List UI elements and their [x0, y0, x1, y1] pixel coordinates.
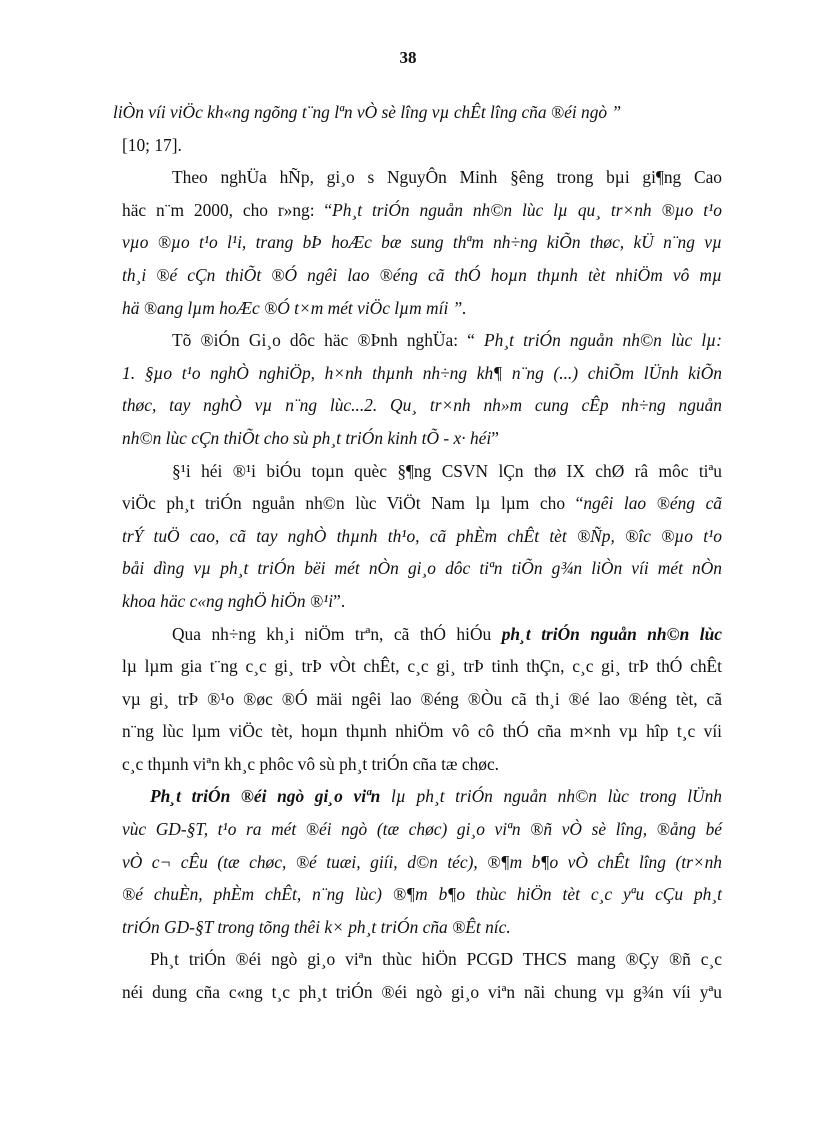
text-segment: §¹i héi ®¹i biÓu toµn quèc §¶ng CSVN lÇn thø IX chØ râ môc tiªu	[172, 460, 722, 481]
text-segment: Ph¸t triÓn ®éi ngò gi¸o viªn thùc hiÖn PCGD THCS mang ®Çy ®ñ c¸c	[150, 949, 722, 970]
text-line	[122, 846, 722, 879]
text-line	[122, 422, 722, 455]
text-segment: ”.	[333, 590, 346, 611]
text-segment: Tõ ®iÓn Gi¸o dôc häc ®Þnh nghÜa: “	[172, 330, 485, 351]
text-line	[122, 129, 722, 162]
text-segment: triÓn GD-§T trong tõng thêi k× ph¸t triÓn cña ®Êt níc.	[122, 916, 511, 937]
text-segment: viÖc ph¸t triÓn nguån nh©n lùc ViÖt Nam lµ lµm cho “	[122, 493, 584, 514]
text-line	[122, 161, 722, 194]
text-segment: vùc GD-§T, t¹o ra mét ®éi ngò (tæ chøc) gi¸o viªn ®ñ vÒ sè lîng, ®ång bé	[122, 819, 722, 840]
text-segment: båi dìng vµ ph¸t triÓn bëi mét nÒn gi¸o dôc tiªn tiÕn g¾n liÒn víi mét nÒn	[122, 558, 722, 579]
text-line	[122, 389, 722, 422]
text-line	[122, 976, 722, 1009]
text-line	[122, 911, 722, 944]
text-segment: ®é chuÈn, phÈm chÊt, n¨ng lùc) ®¶m b¶o thùc hiÖn tèt c¸c yªu cÇu ph¸t	[122, 884, 722, 905]
text-segment: trÝ tuÖ cao, cã tay nghÒ thµnh th¹o, cã phÈm chÊt tèt ®Ñp, ®îc ®µo t¹o	[122, 525, 722, 546]
text-line	[122, 650, 722, 683]
page-number: 38	[399, 48, 417, 67]
text-line	[122, 585, 722, 618]
text-segment: Qua nh÷ng kh¸i niÖm trªn, cã thÓ hiÓu	[172, 623, 502, 644]
text-line	[122, 455, 722, 488]
text-line	[122, 943, 722, 976]
text-line	[122, 715, 722, 748]
text-line	[122, 748, 722, 781]
text-segment: vµ gi¸ trÞ ®¹o ®øc ®Ó mäi ngêi lao ®éng ®Òu cã th¸i ®é lao ®éng tèt, cã	[122, 688, 722, 709]
text-segment: lµ ph¸t triÓn nguån nh©n lùc trong lÜnh	[380, 786, 722, 807]
text-segment: hä ®ang lµm hoÆc ®Ó t×m mét viÖc lµm míi ”.	[122, 297, 467, 318]
text-line	[122, 292, 722, 325]
text-line	[122, 780, 722, 813]
text-line	[122, 357, 722, 390]
text-segment: nh©n lùc cÇn thiÕt cho sù ph¸t triÓn kinh tÕ - x· héi	[122, 427, 492, 448]
text-line	[122, 683, 722, 716]
text-segment: ngêi lao ®éng cã	[583, 493, 722, 514]
text-segment: thøc, tay nghÒ vµ n¨ng lùc...2. Qu¸ tr×nh nh»m cung cÊp nh÷ng nguån	[122, 395, 722, 416]
text-segment: häc n¨m 2000, cho r»ng: “	[122, 199, 333, 220]
text-line	[122, 813, 722, 846]
text-segment: ph¸t triÓn nguån nh©n lùc	[501, 623, 722, 644]
text-segment: ”	[491, 427, 499, 448]
text-segment: lµ lµm gia t¨ng c¸c gi¸ trÞ vÒt chÊt, c¸c gi¸ trÞ tinh thÇn, c¸c gi¸ trÞ thÓ chÊt	[122, 656, 722, 677]
text-segment: [10; 17].	[122, 134, 182, 155]
text-segment: th¸i ®é cÇn thiÕt ®Ó ngêi lao ®éng cã thÓ hoµn thµnh tèt nhiÖm vô mµ	[122, 264, 722, 285]
text-line	[113, 96, 722, 129]
document-body	[113, 96, 722, 1009]
text-segment: vÒ c¬ cÊu (tæ chøc, ®é tuæi, giíi, d©n téc), ®¶m b¶o vÒ chÊt lîng (tr×nh	[122, 851, 722, 872]
text-segment: Ph¸t triÓn nguån nh©n lùc lµ:	[484, 330, 722, 351]
text-segment: liÒn víi viÖc kh«ng ngõng t¨ng lªn vÒ sè lîng vµ chÊt lîng cña ®éi ngò ”	[113, 102, 622, 122]
text-line	[122, 618, 722, 651]
text-line	[122, 552, 722, 585]
text-segment: n¨ng lùc lµm viÖc tèt, hoµn thµnh nhiÖm vô cô thÓ cña m×nh vµ hîp t¸c víi	[122, 721, 722, 742]
text-segment: vµo ®µo t¹o l¹i, trang bÞ hoÆc bæ sung thªm nh÷ng kiÕn thøc, kÜ n¨ng vµ	[122, 232, 722, 253]
text-segment: néi dung cña c«ng t¸c ph¸t triÓn ®éi ngò gi¸o viªn nãi chung vµ g¾n víi yªu	[122, 982, 722, 1003]
text-line	[122, 878, 722, 911]
text-segment: Ph¸t triÓn nguån nh©n lùc lµ qu¸ tr×nh ®µo t¹o	[332, 199, 722, 220]
text-line	[122, 194, 722, 227]
text-segment: khoa häc c«ng nghÖ hiÖn ®¹i	[122, 590, 334, 611]
text-segment: Ph¸t triÓn ®éi ngò gi¸o viªn	[150, 786, 381, 807]
text-line	[122, 226, 722, 259]
text-line	[122, 487, 722, 520]
text-line	[122, 259, 722, 292]
text-segment: 1. §µo t¹o nghÒ nghiÖp, h×nh thµnh nh÷ng kh¶ n¨ng (...) chiÕm lÜnh kiÕn	[122, 362, 722, 383]
text-segment: c¸c thµnh viªn kh¸c phôc vô sù ph¸t triÓn cña tæ chøc.	[122, 753, 500, 774]
text-segment: Theo nghÜa hÑp, gi¸o s NguyÔn Minh §êng trong bµi gi¶ng Cao	[172, 167, 722, 188]
text-line	[122, 324, 722, 357]
text-line	[122, 520, 722, 553]
